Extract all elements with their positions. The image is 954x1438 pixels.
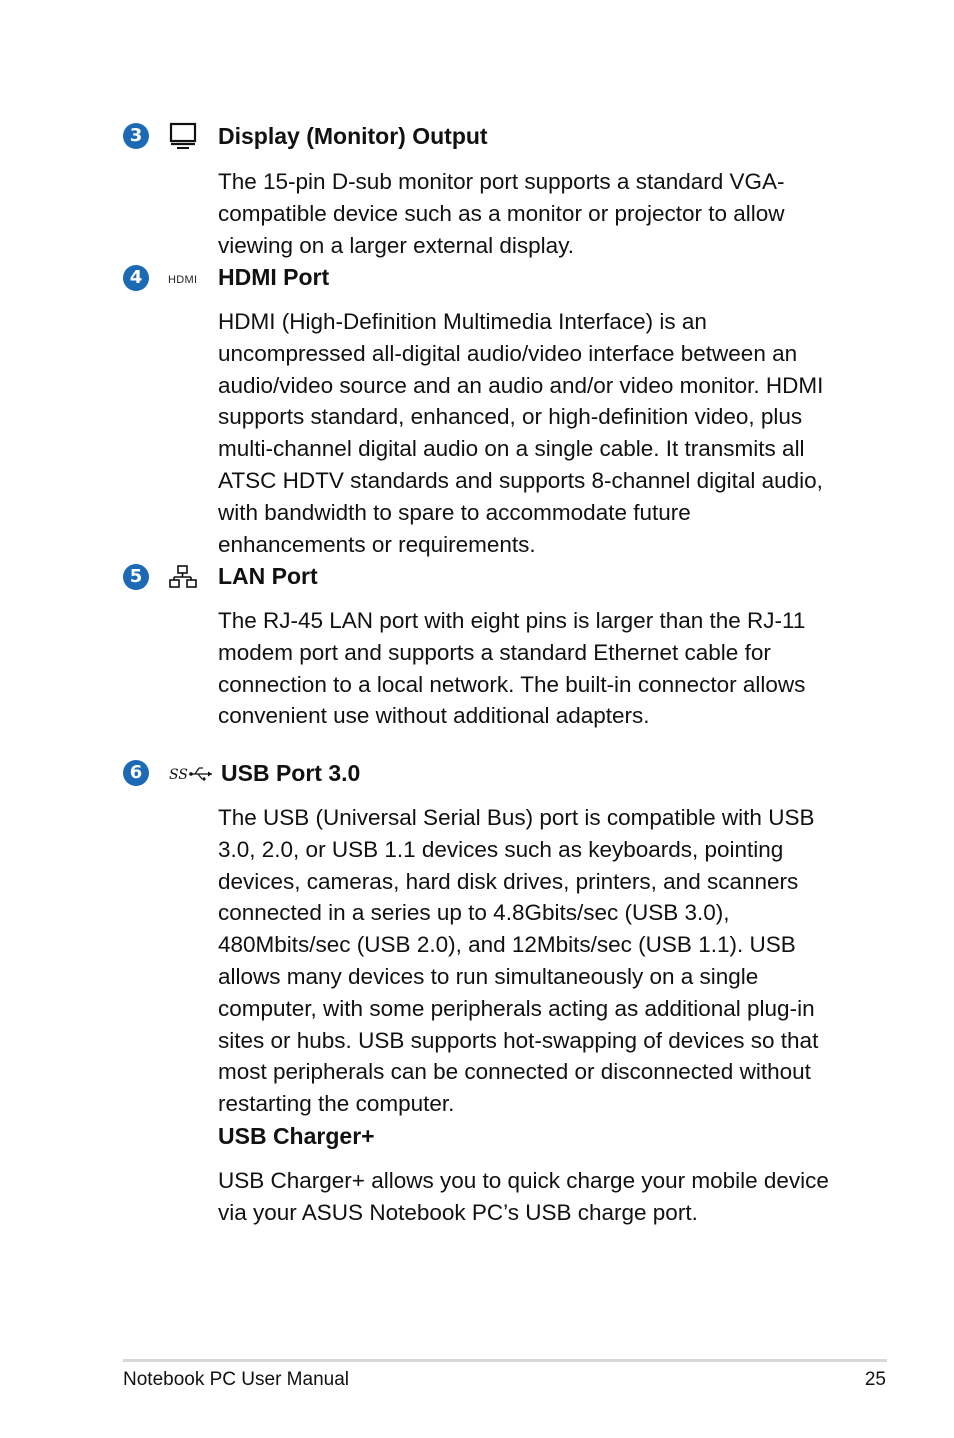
section-body: The USB (Universal Serial Bus) port is compatible with USB 3.0, 2.0, or USB 1.1 devices such as keyboards, pointing devices, cameras, hard disk drives, printers, and scanners connected in a series up to 4.8Gbits/sec (USB 3.0), 480Mbits/sec (USB 2.0), and 12Mbits/sec (USB 1.1). USB allows many devices to run simultaneously on a single computer, with some peripherals acting as additional plug-in sites or hubs. USB supports hot-swapping of devices so that most peripherals can be connected or disconnected without restarting the computer. — [218, 805, 819, 1117]
section-number-badge: 4 — [123, 265, 149, 291]
subsection-body: USB Charger+ allows you to quick charge your mobile device via your ASUS Notebook PC’s USB charge port. — [218, 1168, 829, 1225]
section-title: HDMI Port — [218, 264, 330, 290]
section-number-badge: 3 — [123, 123, 149, 149]
subsection-title: USB Charger+ — [218, 1123, 375, 1149]
footer-title: Notebook PC User Manual — [123, 1369, 349, 1390]
lan-icon — [168, 564, 198, 595]
section-body: HDMI (High-Definition Multimedia Interface) is an uncompressed all-digital audio/video interface between an audio/video source and an audio and/or video monitor. HDMI supports standard, enhanced, or high-definition video, plus multi-channel digital audio on a single cable. It transmits all ATSC HDTV standards and supports 8-channel digital audio, with bandwidth to spare to accommodate future enhancements or requirements. — [218, 309, 824, 557]
page-number: 25 — [864, 1369, 886, 1390]
section-title: LAN Port — [218, 563, 318, 589]
section-body: The 15-pin D-sub monitor port supports a standard VGA-compatible device such as a monitor or projector to allow viewing on a larger external display. — [218, 169, 785, 258]
hdmi-icon-label: HDMI — [168, 274, 198, 286]
section-body: The RJ-45 LAN port with eight pins is larger than the RJ-11 modem port and supports a standard Ethernet cable for connection to a local network. The built-in connector allows convenient use without additional adapters. — [218, 608, 806, 729]
section-number-badge: 5 — [123, 564, 149, 590]
section-number-badge: 6 — [123, 760, 149, 786]
usb3-icon — [168, 763, 216, 790]
footer-divider — [123, 1359, 887, 1362]
monitor-icon — [168, 122, 198, 155]
section-title: Display (Monitor) Output — [218, 123, 488, 149]
svg-text:SS: SS — [169, 767, 188, 783]
hdmi-icon — [168, 270, 197, 288]
section-title: USB Port 3.0 — [221, 760, 361, 786]
